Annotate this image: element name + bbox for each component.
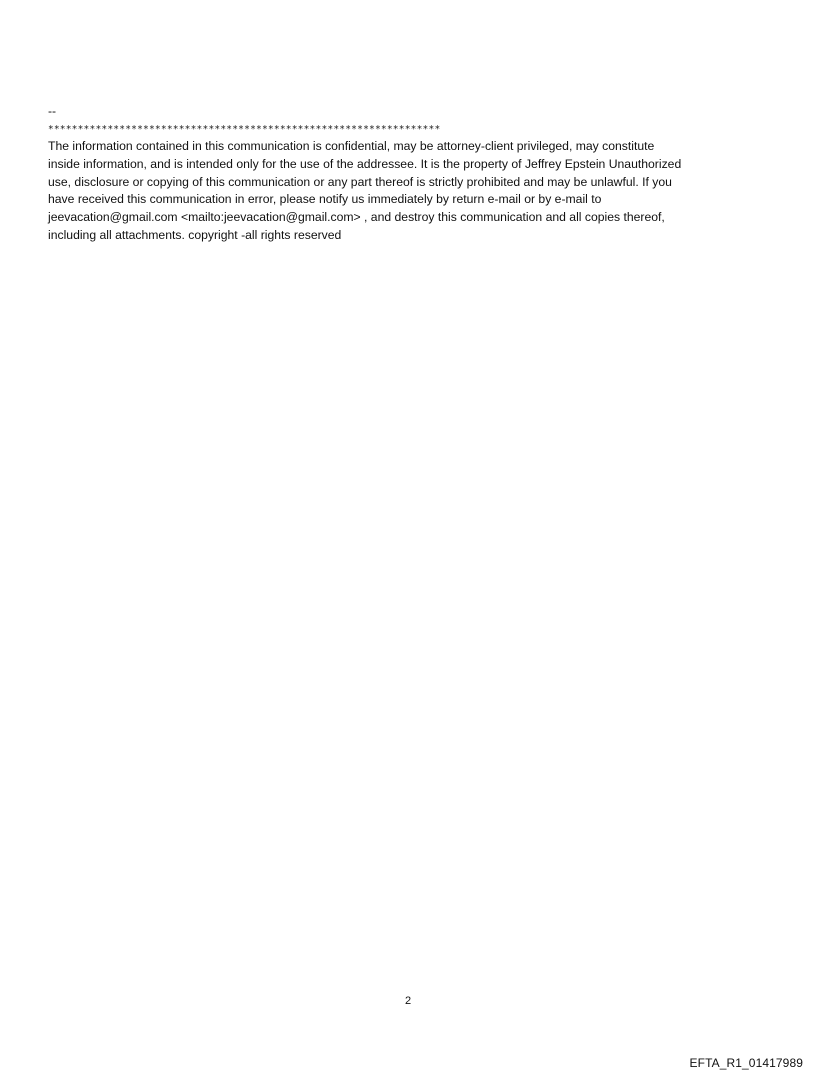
disclaimer-line: inside information, and is intended only for the use of the addressee. It is the property of Jeffrey Epstein Unauthorized — [48, 157, 682, 172]
page-number: 2 — [404, 995, 412, 1007]
email-body — [48, 103, 768, 245]
document-id: EFTA_R1_01417989 — [689, 1056, 803, 1070]
disclaimer-line: use, disclosure or copying of this communication or any part thereof is strictly prohibited and may be unlawful. If you — [48, 174, 672, 189]
disclaimer-line: including all attachments. copyright -all rights reserved — [48, 227, 342, 242]
signature-separator: -- — [48, 104, 57, 118]
confidentiality-disclaimer — [48, 138, 768, 244]
disclaimer-line: jeevacation@gmail.com <mailto:jeevacation@gmail.com> , and destroy this communication and all copies thereof, — [48, 210, 665, 225]
disclaimer-line: have received this communication in error, please notify us immediately by return e-mail or by e-mail to — [48, 192, 602, 207]
asterisk-divider: ****************************************************************** — [48, 123, 441, 135]
disclaimer-line: The information contained in this communication is confidential, may be attorney-client privileged, may constitute — [48, 139, 655, 154]
